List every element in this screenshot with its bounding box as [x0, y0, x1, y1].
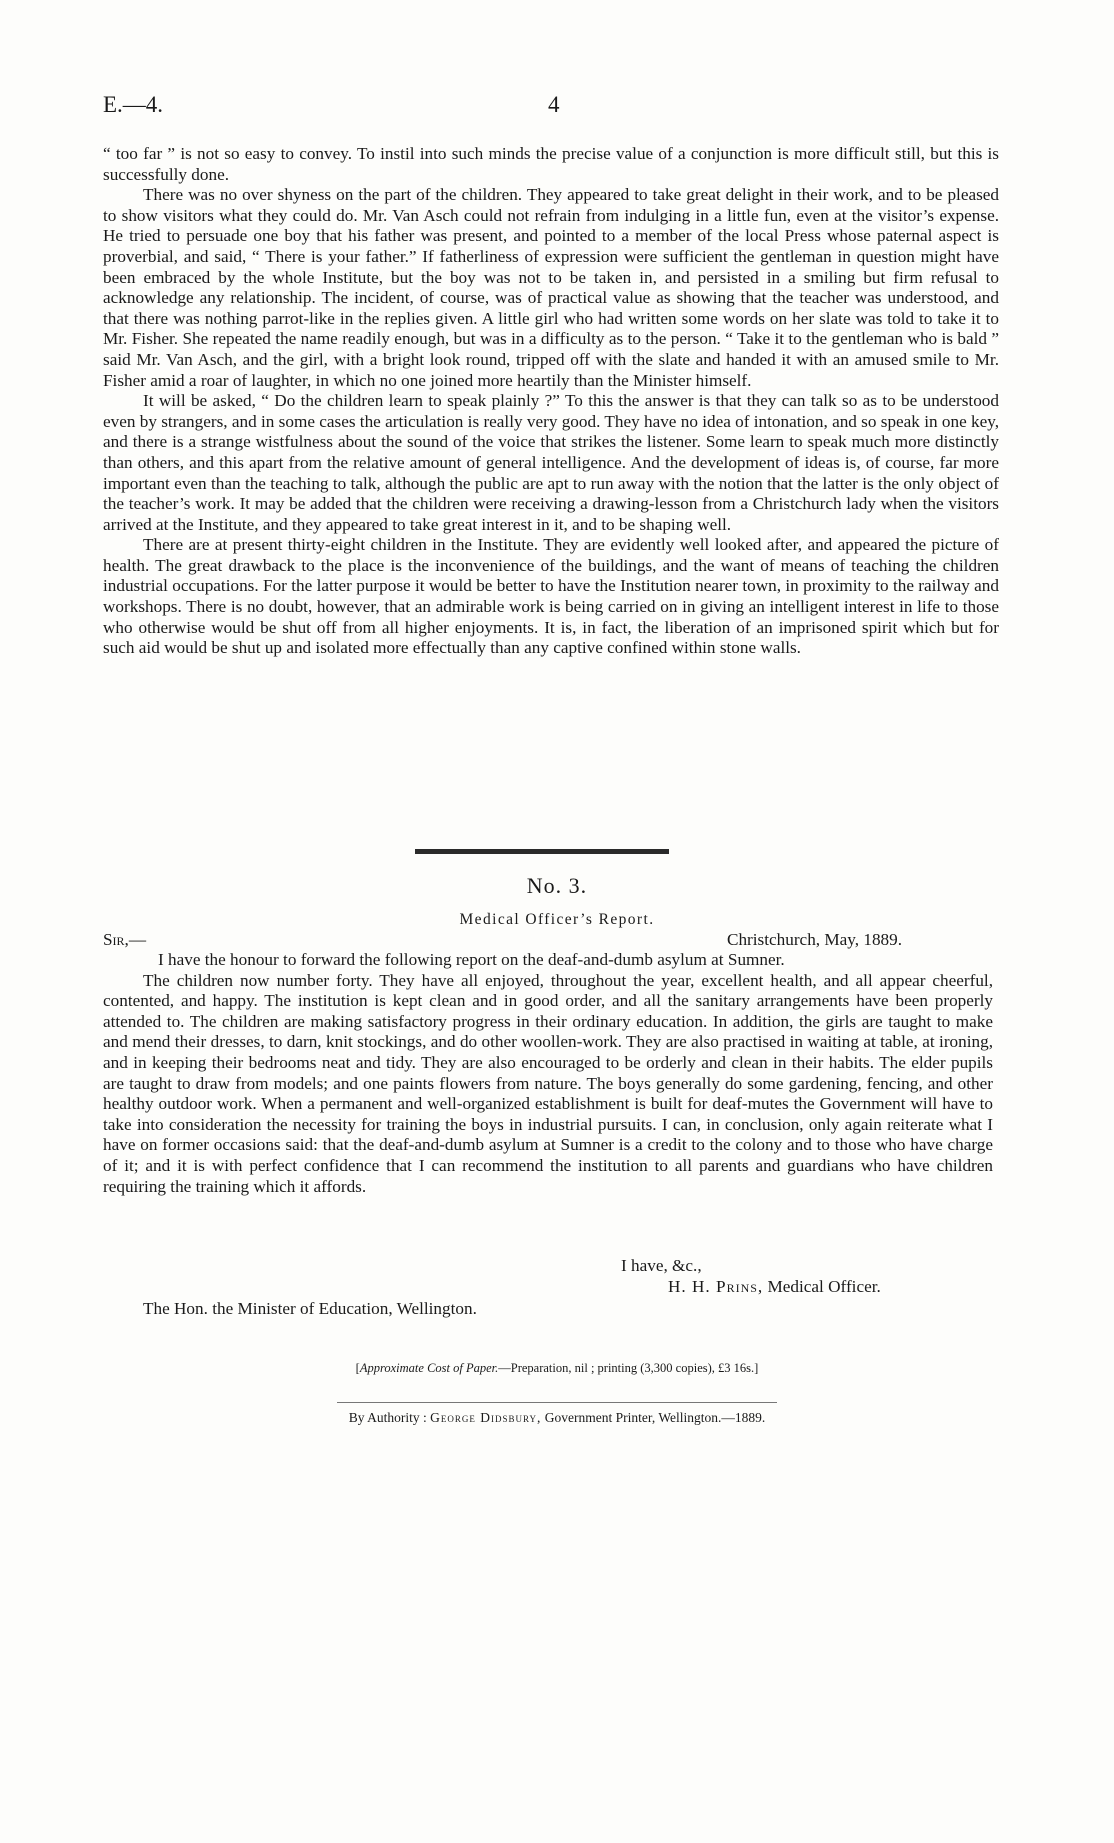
addressee: The Hon. the Minister of Education, Wellington.: [143, 1299, 477, 1318]
paragraph: The children now number forty. They have all enjoyed, throughout the year, excellent health, and all appear cheerful, contented, and happy. The institution is kept clean and in good order, and all the sanitary arrangements have been properly attended to. The children are making satisfactory progress in their ordinary education. In addition, the girls are taught to make and mend their dresses, to darn, knit stockings, and do other woollen-work. They are also practised in waiting at table, at ironing, and in keeping their bedrooms neat and tidy. They are also encouraged to be orderly and clean in their habits. The elder pupils are taught to draw from models; and one paints flowers from nature. The boys generally do some gardening, fencing, and other healthy outdoor work. When a permanent and well-organized establishment is built for deaf-mutes the Government will have to take into consideration the necessity for training the boys in industrial pursuits. I can, in conclusion, only again reiterate what I have on former occasions said: that the deaf-and-dumb asylum at Sumner is a credit to the colony and to those who have charge of it; and it is with perfect confidence that I can recommend the institution to all parents and guardians who have children requiring the training which it affords.: [103, 970, 993, 1196]
report-date: Christchurch, May, 1889.: [727, 930, 903, 949]
authority-prefix: By Authority :: [348, 1410, 427, 1425]
signatory-name: H. H. Prins,: [668, 1277, 764, 1296]
article-body: [103, 144, 999, 659]
paragraph: There are at present thirty-eight children in the Institute. They are evidently well looked after, and appeared the picture of health. The great drawback to the place is the inconvenience of the buildings, and the want of means of teaching the children industrial occupations. For the latter purpose it would be better to have the Institution nearer town, in proximity to the railway and workshops. There is no doubt, however, that an admirable work is being carried on in giving an intelligent interest in life to those who otherwise would be shut off from all higher enjoyments. It is, in fact, the liberation of an imprisoned spirit which but for such aid would be shut up and isolated more effectually than any captive confined within stone walls.: [103, 535, 999, 658]
cost-note: [Approximate Cost of Paper.—Preparation, nil ; printing (3,300 copies), £3 16s.]: [355, 1361, 759, 1375]
printer-imprint: [0, 1410, 1114, 1426]
signature: [668, 1277, 881, 1297]
report-title: Medical Officer’s Report.: [459, 911, 655, 928]
footer-divider: [337, 1402, 777, 1403]
paragraph: I have the honour to forward the following report on the deaf-and-dumb asylum at Sumner.: [158, 950, 785, 969]
page-number: 4: [548, 92, 560, 117]
section-divider: [415, 849, 669, 854]
report-body: [103, 950, 993, 1197]
cost-label: Approximate Cost of Paper.: [359, 1361, 499, 1375]
paragraph: There was no over shyness on the part of the children. They appeared to take great delight in their work, and to be pleased to show visitors what they could do. Mr. Van Asch could not refrain from indulging in a little fun, even at the visitor’s expense. He tried to persuade one boy that his father was present, and pointed to a member of the local Press whose paternal aspect is proverbial, and said, “ There is your father.” If fatherliness of expression were sufficient the gentleman in question might have been embraced by the whole Institute, but the boy was not to be taken in, and persisted in a smiling but firm refusal to acknowledge any relationship. The incident, of course, was of practical value as showing that the teacher was understood, and that there was nothing parrot-like in the replies given. A little girl who had written some words on her slate was told to take it to Mr. Fisher. She repeated the name readily enough, but was in a difficulty as to the person. “ Take it to the gentleman who is bald ” said Mr. Van Asch, and the girl, with a bright look round, tripped off with the slate and handed it with an amused smile to Mr. Fisher amid a roar of laughter, in which no one joined more heartily than the Minister himself.: [103, 185, 999, 390]
closing: I have, &c.,: [621, 1256, 702, 1275]
printer-suffix: Government Printer, Wellington.—1889.: [544, 1410, 766, 1425]
cost-detail: —Preparation, nil ; printing (3,300 copies), £3 16s.: [498, 1361, 755, 1375]
document-reference: E.—4.: [103, 92, 164, 117]
printer-name: George Didsbury,: [430, 1410, 542, 1425]
salutation: Sir,—: [103, 930, 147, 949]
paragraph: “ too far ” is not so easy to convey. To instil into such minds the precise value of a conjunction is more difficult still, but this is successfully done.: [103, 144, 999, 184]
paragraph: It will be asked, “ Do the children learn to speak plainly ?” To this the answer is that they can talk so as to be understood even by strangers, and in some cases the articulation is really very good. They have no idea of intonation, and so speak in one key, and there is a strange wistfulness about the sound of the voice that strikes the listener. Some learn to speak much more distinctly than others, and this apart from the relative amount of general intelligence. And the development of ideas is, of course, far more important even than the teaching to talk, although the public are apt to run away with the notion that the latter is the only object of the teacher’s work. It may be added that the children were receiving a drawing-lesson from a Christchurch lady when the visitors arrived at the Institute, and they appeared to take great interest in it, and to be shaping well.: [103, 391, 999, 534]
report-number: No. 3.: [526, 873, 588, 898]
signatory-title: Medical Officer.: [767, 1277, 881, 1296]
